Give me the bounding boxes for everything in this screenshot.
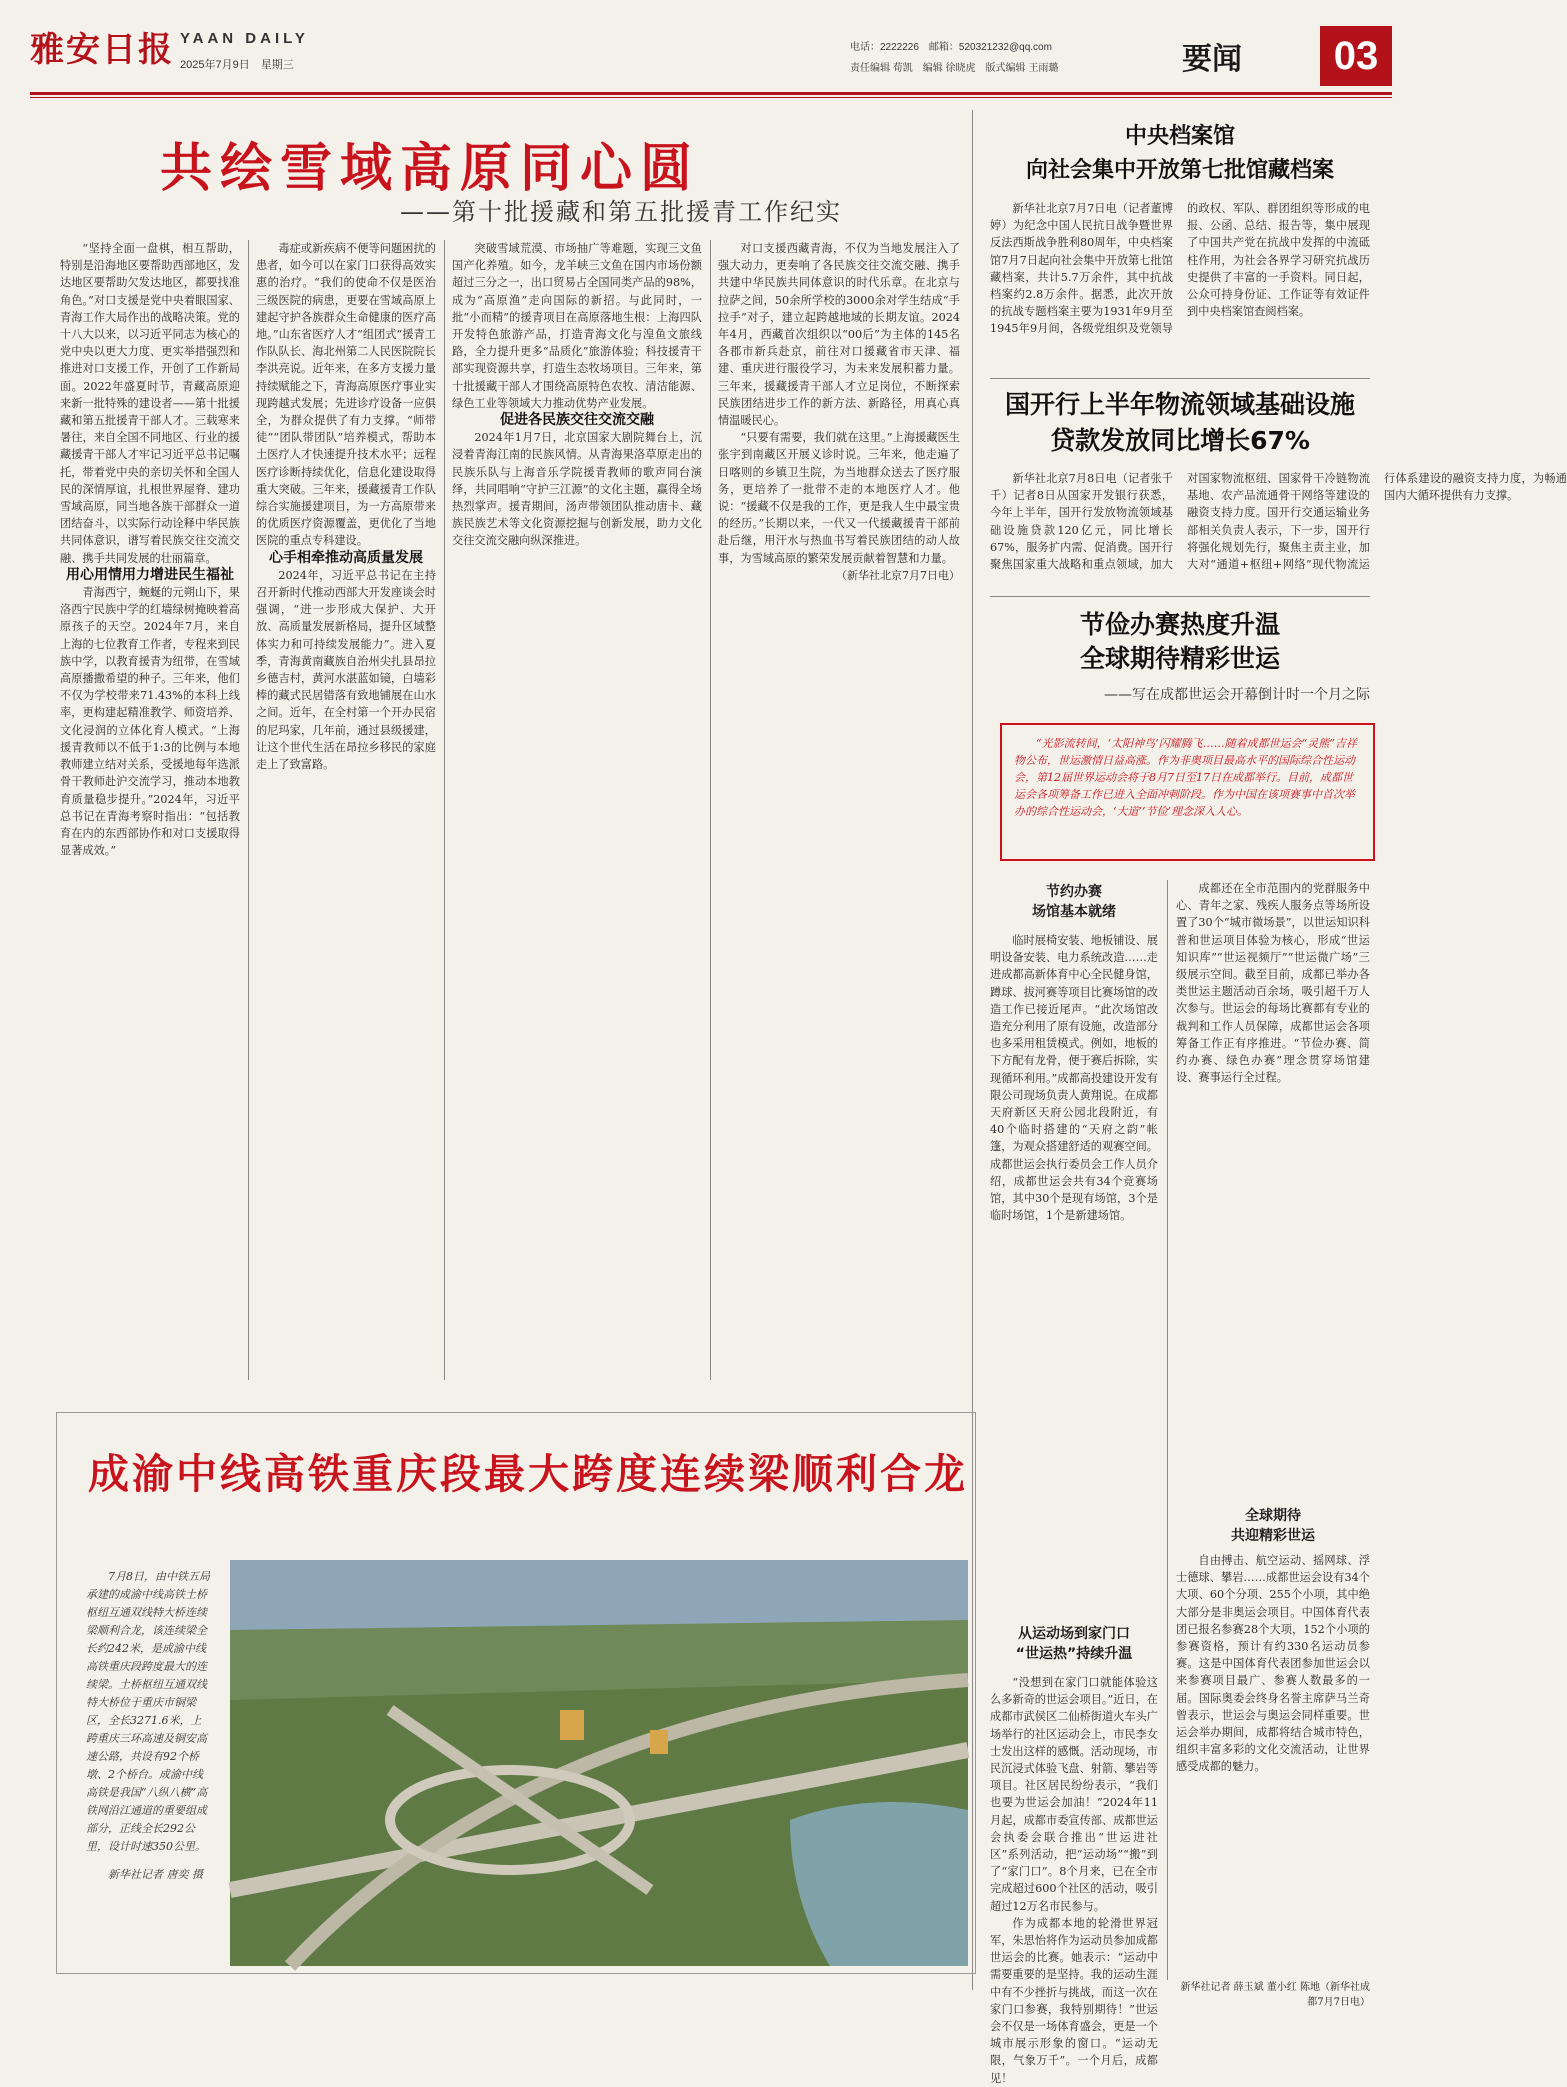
paragraph: “坚持全面一盘棋，相互帮助，特别是沿海地区要帮助西部地区，发达地区要帮助欠发达地区，都要找准角色。”对口支援是党中央着眼国家、青海工作大局作出的战略决策。党的十八大以来，以习近平同志为核心的党中央以更大力度、更实举措强烈和推进对口支援工作，开创了工作新局面。2022年盛夏时节，青藏高原迎来新一批特殊的建设者——第十批援藏和第五批援青干部人才。三载寒来暑往，来自全国不同地区、行业的援藏援青干部人才牢记习近平总书记嘱托，带着党中央的亲切关怀和全国人民的深情厚谊，扎根世界屋脊、建功雪域高原，同当地各族干部群众一道团结奋斗，以实际行动诠释中华民族共同体意识，谱写着民族交往交流交融、携手共同发展的壮丽篇章。 — [60, 242, 240, 565]
lead-column-2 — [256, 240, 436, 1380]
story-archives-body — [990, 200, 1370, 370]
feature-byline: 新华社记者 薛玉斌 董小红 陈地（新华社成都7月7日电） — [1180, 1982, 1370, 2008]
story-headline-archives-1: 中央档案馆 — [1124, 124, 1235, 149]
section-label: 要闻 — [1182, 42, 1242, 77]
paragraph: 对口支援西藏青海，不仅为当地发展注入了强大动力，更奏响了各民族交往交流交融、携手共建中华民族共同体意识的时代乐章。在北京与拉萨之间，50余所学校的3000余对学生结成“手拉手”对子，建立起跨越地域的长期友谊。2024年4月，西藏首次组织以“00后”为主体的145名各郡市新兵赴京，前往对口援藏省市天津、福建、重庆进行服役学习，为未来发展积蓄力量。三年来，援藏援青干部人才立足岗位，不断探索民族团结进步工作的新方法、新路径，用真心真情温暖民心。 — [718, 242, 960, 428]
paragraph: 2024年1月7日，北京国家大剧院舞台上，沉浸着青海江南的民族风情。从青海果洛草原走出的民族乐队与上海音乐学院援青教师的歌声同台演绎，共同唱响“守护三江源”的文化主题，赢得全场热烈掌声。援青期间，汤声带领团队推动唐卡、藏族民族艺术等文化资源挖掘与创新发展，助力文化交往交流交融向纵深推进。 — [452, 431, 702, 548]
hazy-sky — [230, 1560, 968, 1630]
feature-column-right — [1176, 880, 1370, 1500]
paragraph: 作为成都本地的轮滑世界冠军，朱思怡将作为运动员参加成都世运会的比赛。她表示：“运动中需要重要的是坚持。我的运动生涯中有不少挫折与挑战，而这一次在家门口参赛，我特别期待！”世运会不仅是一场体育盛会，更是一个城市展示形象的窗口。“运动无限，气象万千”。一个月后，成都见！ — [990, 1916, 1158, 2085]
feature-headline-1: 节俭办赛热度升温 — [1079, 610, 1280, 639]
lead-column-1 — [60, 240, 240, 1380]
feature-subhead-community: 从运动场到家门口 “世运热”持续升温 — [1015, 1626, 1133, 1662]
feature-subhead-global: 全球期待 共迎精彩世运 — [1231, 1508, 1315, 1544]
lead-column-4 — [718, 240, 960, 1380]
photo-caption — [86, 1568, 210, 1884]
feature-column-mid — [990, 1674, 1158, 2085]
masthead-rule — [30, 92, 1392, 95]
intro-text: “光影流转间，‘太阳神鸟’闪耀腾飞……随着成都世运会“灵熊”吉祥物公布，世运激情日益高涨。作为非奥项目最高水平的国际综合性运动会，第12届世界运动会将于8月7日至17日在成都举行。目前，成都世运会各项筹备工作已进入全面冲刺阶段。作为中国在该项赛事中首次举办的综合性运动会，‘大道’‘节俭’理念深入人心。 — [1014, 737, 1357, 818]
story-divider — [990, 378, 1370, 379]
section-subhead: 用心用情用力增进民生福祉 — [66, 566, 234, 583]
article-byline: （新华社北京7月7日电） — [836, 568, 960, 582]
paragraph: 临时展椅安装、地板铺设、展明设备安装、电力系统改造……走进成都高新体育中心全民健身馆，蹲球、拔河赛等项目比赛场馆的改造工作已接近尾声。“此次场馆改造充分利用了原有设施，改造部分也多采用租赁模式。例如，地板的下方配有龙骨，便于赛后拆除，实现循环利用。”成都高投建设开发有限公司现场负责人黄翔说。在成都天府新区天府公园北段附近，有40个临时搭建的“天府之韵”帐篷，为观众搭建舒适的观赛空间。成都世运会执行委员会工作人员介绍，成都世运会共有34个竞赛场馆，其中30个是现有场馆，3个是临时场馆，1个是新建场馆。 — [990, 934, 1158, 1223]
story-headline-cdb-1: 国开行上半年物流领域基础设施 — [1004, 390, 1355, 419]
column-divider — [710, 240, 711, 1380]
paragraph: “只要有需要，我们就在这里。”上海援藏医生张宇到南藏区开展义诊时说。三年来，他走遍了日喀则的乡镇卫生院，为当地群众送去了医疗服务，更培养了一批带不走的本地医疗人才。他说：“援藏不仅是我的工作，更是我人生中最宝贵的经历。”长期以来，一代又一代援藏援青干部前赴后继，用汗水与热血书写着民族团结的动人故事，为雪域高原的繁荣发展贡献着智慧和力量。 — [718, 431, 960, 565]
paragraph: “没想到在家门口就能体验这么多新奇的世运会项目。”近日，在成都市武侯区二仙桥街道火车头广场举行的社区运动会上，市民李女士发出这样的感慨。活动现场，市民沉浸式体验飞盘、射箭、攀岩等项目。社区居民纷纷表示，“我们也要为世运会加油！”2024年11月起，成都市委宣传部、成都世运会执委会联合推出“世运进社区”系列活动，把“运动场”“搬”到了“家门口”。8个月来，已在全市完成超过600个社区的活动，吸引超过12万名市民参与。 — [990, 1676, 1158, 1913]
masthead — [30, 22, 1392, 84]
paragraph: 青海西宁，蜿蜒的元朔山下，果洛西宁民族中学的红墙绿树掩映着高原孩子的天空。2024年7月，来自上海的七位教育工作者，专程来到民族中学，以教育援青为纽带，在雪域高原播撒希望的种子。三年来，他们不仅为学校带来71.43%的本科上线率，更构建起精准教学、师资培养、文化浸润的立体化育人模式。“上海援青教师以不低于1:3的比例与本地教师建立结对关系，受援地每年选派骨干教师赴沪交流学习，推动本地教育质量稳步提升。”2024年，习近平总书记在青海考察时指出：“包括教育在内的东西部协作和对口支援取得显著成效。” — [60, 586, 240, 858]
column-divider — [248, 240, 249, 1380]
editor-info — [850, 38, 1150, 80]
lead-subheadline: ——第十批援藏和第五批援青工作纪实 — [400, 198, 842, 226]
column-divider — [444, 240, 445, 1380]
feature-column-right-2 — [1176, 1552, 1370, 1972]
story-cdb-body — [990, 470, 1567, 588]
newspaper-logo: 雅安日报 — [30, 30, 174, 70]
paragraph: 成都还在全市范围内的党群服务中心、青年之家、残疾人服务点等场所设置了30个“城市微场景”，以世运知识科普和世运项目体验为核心，形成“世运知识库”“世运视频厅”“世运微广场”三级展示空间。截至目前，成都已举办各类世运主题活动百余场，吸引超千万人次参与。世运会的每场比赛都有专业的裁判和工作人员保障，成都世运会各项筹备工作正有序推进。“节俭办赛、简约办赛、绿色办赛”理念贯穿场馆建设、赛事运行全过程。 — [1176, 882, 1370, 1085]
section-subhead: 心手相牵推动高质量发展 — [269, 549, 423, 566]
feature-column-left — [990, 932, 1158, 1612]
photo-story-headline: 成渝中线高铁重庆段最大跨度连续梁顺利合龙 — [88, 1450, 968, 1498]
paragraph: 突破雪域荒漠、市场抽广等难题，实现三文鱼国产化养殖。如今，龙羊峡三文鱼在国内市场份额超过三分之一，出口贸易占全国同类产品的98%，成为“高原渔”走向国际的新招。与此同时，一批“小而精”的援青项目在高原落地生根：上海四队开发特色旅游产品，打造青海文化与湟鱼文旅线路，全力提升更多“品质化”旅游体验；科技援青干部实现资源共享，打造生态牧场项目。三年来，第十批援藏干部人才围绕高原特色农牧、清洁能源、绿色工业等领域大力推动优势产业发展。 — [452, 242, 702, 410]
paragraph: 2024年，习近平总书记在主持召开新时代推动西部大开发座谈会时强调，“进一步形成大保护、大开放、高质量发展新格局，提升区域整体实力和可持续发展能力”。进入夏季，青海黄南藏族自治州尖扎县昂拉乡德吉村，黄河水湛蓝如镜，白墙彩棒的藏式民居错落有致地铺展在山水之间。近年，在全村第一个开办民宿的尼玛家，几年前，通过县级援建，让这个世代生活在昂拉乡移民的家庭走上了致富路。 — [256, 568, 436, 772]
feature-intro-box — [1000, 723, 1375, 861]
editor-line: 责任编辑 荀凯 编辑 徐晓虎 版式编辑 王雨璐 — [850, 63, 1059, 74]
feature-headline-2: 全球期待精彩世运 — [1079, 644, 1280, 673]
issue-date: 2025年7月9日 星期三 — [180, 59, 294, 71]
paragraph: 毒症或新疾病不便等问题困扰的患者，如今可以在家门口获得高效实惠的治疗。“我们的使命不仅是医治三级医院的病患，更要在雪域高原上建起守护各族群众生命健康的医疗高地。”山东省医疗人才“组团式”援青工作队队长、海北州第二人民医院院长李洪亮说。近年来，在多方支援力量持续赋能之下，青海高原医疗事业实现跨越式发展；先进诊疗设备一应俱全，为群众提供了有力支撑。“师带徒”“团队带团队”培养模式，帮助本土医疗人才快速提升技术水平；远程医疗诊断持续优化，信息化建设取得重大突破。三年来，援藏援青工作队综合实施援建项目，为一方高原带来的优质医疗资源覆盖，更优化了当地医院的重点专科建设。 — [256, 242, 436, 548]
construction-crane — [560, 1710, 584, 1740]
section-subhead: 促进各民族交往交流交融 — [500, 412, 654, 429]
paragraph: 自由搏击、航空运动、摇网球、浮士德球、攀岩……成都世运会设有34个大项、60个分项、255个小项，其中绝大部分是非奥运会项目。中国体育代表团已报名参赛28个大项，152个小项的参赛资格，预计有约330名运动员参赛。这是中国体育代表团参加世运会以来参赛项目最广、参赛人数最多的一届。国际奥委会终身名誉主席萨马兰奇曾表示，世运会与奥运会同样重要。世运会举办期间，成都将结合城市特色，组织丰富多彩的文化交流活动，让世界感受成都的魅力。 — [1176, 1554, 1370, 1774]
page-number: 03 — [1320, 26, 1392, 86]
newspaper-name-en: YAAN DAILY — [180, 30, 309, 47]
story-headline-cdb-2: 贷款发放同比增长67% — [1050, 426, 1310, 455]
aerial-photo-railway-bridge — [230, 1560, 968, 1966]
paragraph: 新华社北京7月8日电（记者张千千）记者8日从国家开发银行获悉，今年上半年，国开行发放物流领域基础设施贷款120亿元，同比增长67%，服务扩内需、促消费。国开行聚焦国家重大战略和重点领域，加大对国家物流枢纽、国家骨干冷链物流基地、农产品流通骨干网络等建设的融资支持力度。国开行交通运输业务部相关负责人表示，下一步，国开行将强化规划先行，聚焦主责主业，加大对“通道+枢纽+网络”现代物流运行体系建设的融资支持力度，为畅通国内大循环提供有力支撑。 — [990, 472, 1567, 572]
aerial-photo-illustration — [230, 1560, 968, 1966]
masthead-rule-thin — [30, 97, 1392, 98]
lead-column-3 — [452, 240, 702, 1380]
lead-headline: 共绘雪域高原同心圆 — [160, 139, 701, 199]
feature-subheadline: ——写在成都世运会开幕倒计时一个月之际 — [1104, 687, 1370, 703]
paragraph: 新华社北京7月7日电（记者董博婷）为纪念中国人民抗日战争暨世界反法西斯战争胜利80周年，中央档案馆7月7日起向社会集中开放第七批馆藏档案，共计5.7万余件，其中抗战档案约2.8万余件。据悉，此次开放的抗战专题档案主要为1931年9月至1945年9月间，各级党组织及党领导的政权、军队、群团组织等形成的电报、公函、总结、报告等，集中展现了中国共产党在抗战中发挥的中流砥柱作用，为社会各界学习研究抗战历史提供了丰富的一手资料。同日起，公众可持身份证、工作证等有效证件到中央档案馆查阅档案。 — [990, 202, 1370, 336]
story-divider — [990, 596, 1370, 597]
contact-line: 电话：2222226 邮箱：520321232@qq.com — [850, 42, 1052, 53]
photo-credit: 新华社记者 唐奕 摄 — [108, 1868, 203, 1881]
column-divider — [1167, 880, 1168, 1980]
story-headline-archives-2: 向社会集中开放第七批馆藏档案 — [1025, 158, 1334, 183]
caption-text: 7月8日，由中铁五局承建的成渝中线高铁土桥枢纽互通双线特大桥连续梁顺利合龙，该连续梁全长约242米，是成渝中线高铁重庆段跨度最大的连续梁。土桥枢纽互通双线特大桥位于重庆市铜梁区，全长3271.6米，上跨重庆三环高速及铜安高速公路，共设有92个桥墩、2个桥台。成渝中线高铁是我国“八纵八横”高铁网沿江通道的重要组成部分，正线全长292公里，设计时速350公里。 — [86, 1570, 210, 1853]
construction-crane — [650, 1730, 668, 1754]
feature-subhead-venues: 节约办赛 场馆基本就绪 — [1032, 884, 1116, 920]
